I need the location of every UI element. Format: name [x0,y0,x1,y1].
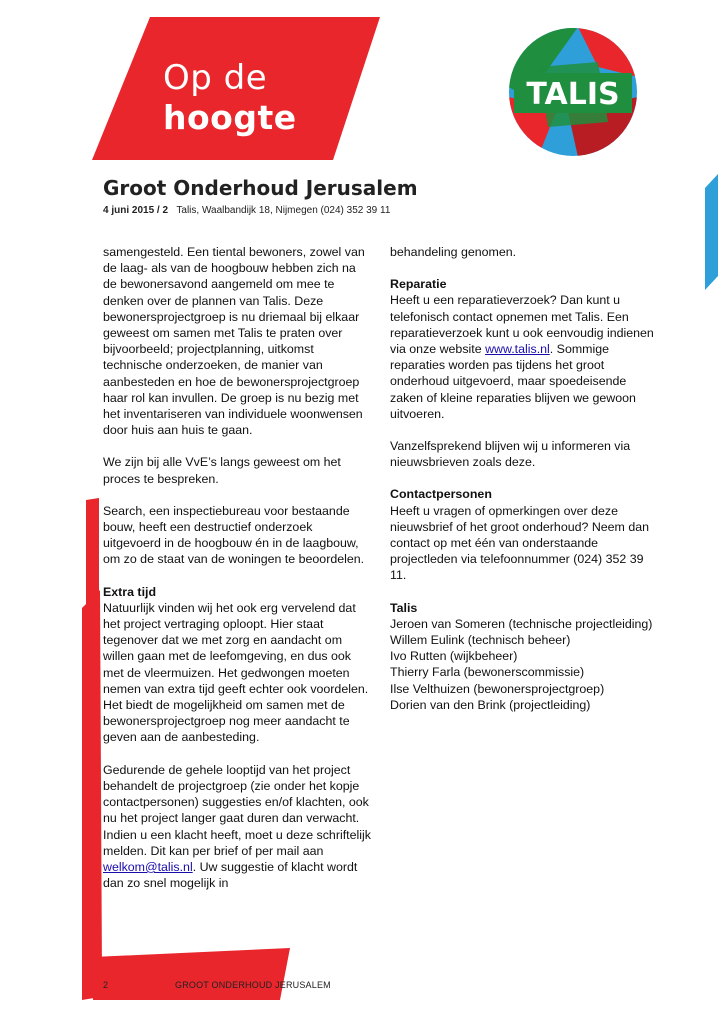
paragraph: Vanzelfsprekend blijven wij u informeren via nieuwsbrieven zoals deze. [390,439,631,470]
paragraph: behandeling genomen. [390,245,517,259]
issue-date: 4 juni 2015 / 2 [103,205,169,216]
footer-title: GROOT ONDERHOUD JERUSALEM [175,980,331,990]
website-link[interactable]: www.talis.nl [485,342,550,357]
paragraph: samengesteld. Een tiental bewoners, zowel van de laag- als van de hoogbouw hebben zich na de bewonersavond aangemeld om mee te denken over de plannen van Talis. Deze bewonersprojectgroep is nu driemaal bij elkaar geweest om samen met Talis te praten over bijvoorbeeld; projectplanning, uitkomst technische onderzoeken, de manier van aanbesteden en hoe de bewonersprojectgroep haar rol kan invullen. De groep is nu bezig met het inventariseren van individuele woonwensen door huis aan huis te gaan. [103,245,365,438]
paragraph-reparatie: Heeft u een reparatieverzoek? Dan kunt u telefonisch contact opnemen met Talis. Een reparatieverzoek kunt u ook eenvoudig indienen via onze website www.talis.nl. Sommige reparaties worden pas tijdens het groot onderhoud uitgevoerd, maar spoedeisende zaken of kleine reparaties blijven we gewoon uitvoeren. [390,293,654,421]
paragraph-complaints: Gedurende de gehele looptijd van het project behandelt de projectgroep (zie onder het kopje contactpersonen) suggesties en/of klachten, ook nu het project langer gaat duren dan verwacht. Indien u een klacht heeft, moet u deze schriftelijk melden. Dit kan per brief of per mail aan welkom@talis.nl. Uw suggestie of klacht wordt dan zo snel mogelijk in [103,762,371,891]
contact-item: Thierry Farla (bewonerscommissie) [390,665,585,680]
page-number: 2 [103,980,109,990]
contact-item: Ivo Rutten (wijkbeheer) [390,649,518,664]
right-column [390,244,660,713]
contact-item: Jeroen van Someren (technische projectleiding) [390,616,653,631]
right-blue-shape [705,174,718,290]
email-link[interactable]: welkom@talis.nl [103,859,193,874]
paragraph: Search, een inspectiebureau voor bestaande bouw, heeft een destructief onderzoek uitgevoerd in de hoogbouw én in de laagbouw, om zo de staat van de woningen te beoordelen. [103,503,365,567]
section-heading-reparatie: Reparatie [390,277,447,292]
section-heading-extra-tijd: Extra tijd [103,584,157,599]
section-heading-contactpersonen: Contactpersonen [390,487,492,502]
paragraph: Natuurlijk vinden wij het ook erg vervelend dat het project vertraging oploopt. Hier staat tegenover dat we met zorg en aandacht om willen gaan met de leefomgeving, en dus ook met de vleermuizen. Het gedwongen moeten nemen van extra tijd geeft echter ook voordelen. Het biedt de mogelijkheid om samen met de bewonersprojectgroep nog meer aandacht te geven aan de aanbesteding. [103,600,369,745]
logo-text: TALIS [526,77,620,112]
issue-address: Talis, Waalbandijk 18, Nijmegen (024) 352 39 11 [176,205,391,216]
left-red-wedge [82,590,102,1000]
paragraph: Heeft u vragen of opmerkingen over deze nieuwsbrief of het groot onderhoud? Neem dan contact op met één van onderstaande projectleden via telefoonnummer (024) 352 39 11. [390,503,649,583]
contact-item: Willem Eulink (technisch beheer) [390,633,571,648]
banner-line1: Op de [163,58,268,98]
banner-line2: hoogte [163,98,297,137]
contact-item: Ilse Velthuizen (bewonersprojectgroep) [390,681,605,696]
bottom-red-wedge [93,948,290,1000]
left-column [103,244,371,907]
issue-meta [103,205,390,216]
paragraph: We zijn bij alle VvE’s langs geweest om het proces te bespreken. [103,455,341,486]
contact-list [390,616,660,713]
page-title: Groot Onderhoud Jerusalem [103,176,418,200]
section-heading-talis: Talis [390,600,418,615]
talis-logo [508,27,638,157]
contact-item: Dorien van den Brink (projectleiding) [390,697,591,712]
